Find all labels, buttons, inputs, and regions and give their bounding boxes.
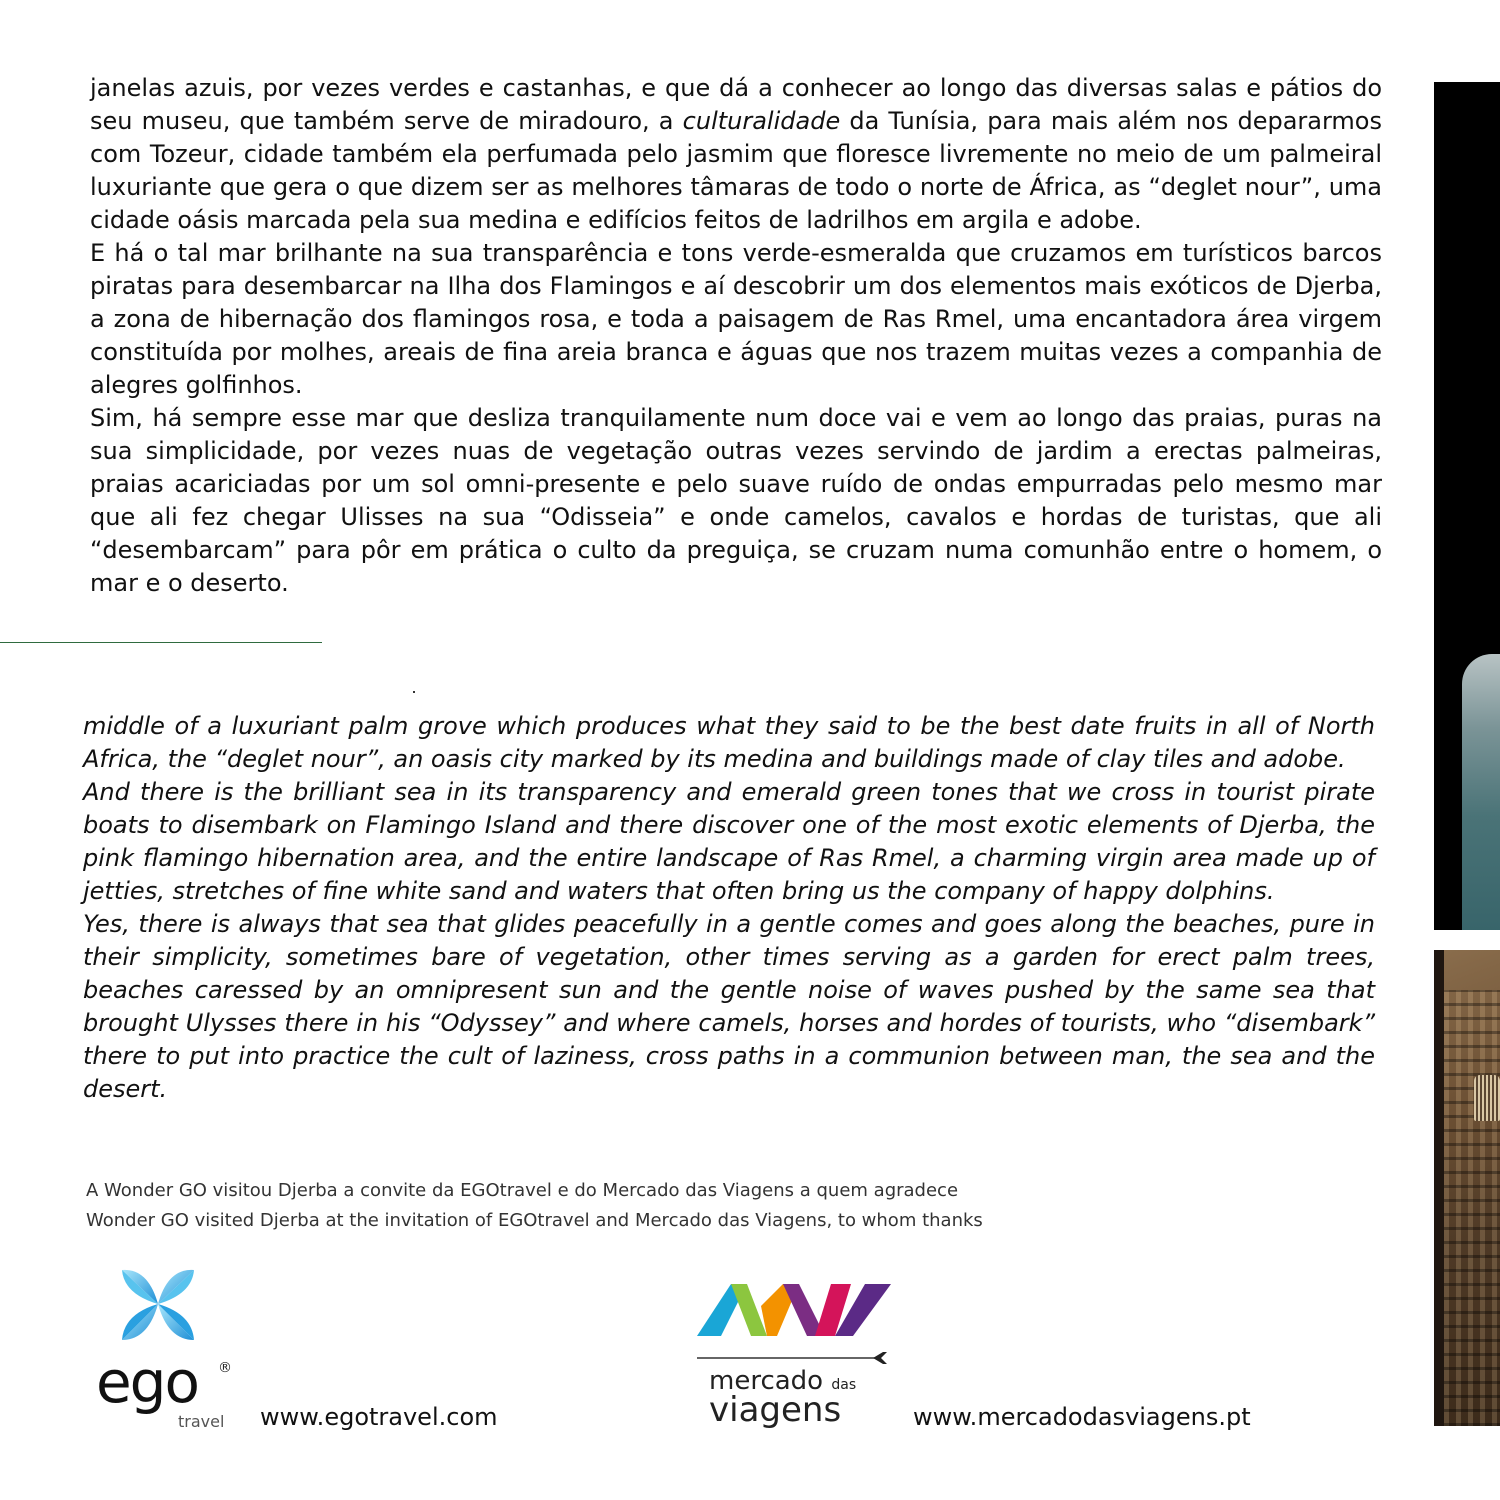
english-article-text bbox=[83, 710, 1375, 1106]
photo-sea-window bbox=[1434, 82, 1500, 930]
lantern bbox=[1474, 1075, 1500, 1121]
sea-view bbox=[1462, 654, 1500, 930]
pt-paragraph-1: janelas azuis, por vezes verdes e castanhas, e que dá a conhecer ao longo das diversas salas e pátios do seu museu, que também serve de miradouro, a culturalidade da Tunísia, para mais além nos depararmos com Tozeur, cidade também ela perfumada pelo jasmim que floresce livremente no meio de um palmeiral luxuriante que gera o que dizem ser as melhores tâmaras de todo o norte de África, as “deglet nour”, uma cidade oásis marcada pela sua medina e edifícios feitos de ladrilhos em argila e adobe. bbox=[90, 74, 1382, 234]
pt-paragraph-2: E há o tal mar brilhante na sua transparência e tons verde-esmeralda que cruzamos em turísticos barcos piratas para desembarcar na Ilha dos Flamingos e aí descobrir um dos elementos mais exóticos de Djerba, a zona de hibernação dos flamingos rosa, e toda a paisagem de Ras Rmel, uma encantadora área virgem constituída por molhes, areais de fina areia branca e águas que nos trazem muitas vezes a companhia de alegres golfinhos. bbox=[90, 239, 1382, 399]
divider-line bbox=[0, 642, 322, 643]
stray-dot bbox=[413, 691, 415, 693]
viagens-word: viagens bbox=[709, 1390, 842, 1430]
ego-butterfly-icon bbox=[118, 1264, 198, 1344]
ego-travel-logo bbox=[96, 1264, 246, 1434]
portuguese-article-text bbox=[90, 72, 1382, 600]
acknowledgement-pt: A Wonder GO visitou Djerba a convite da EGOtravel e do Mercado das Viagens a quem agradece bbox=[86, 1180, 959, 1201]
acknowledgement-en: Wonder GO visited Djerba at the invitation of EGOtravel and Mercado das Viagens, to whom thanks bbox=[86, 1210, 983, 1231]
mercado-website-link[interactable]: www.mercadodasviagens.pt bbox=[913, 1403, 1251, 1431]
ego-subtitle: travel bbox=[178, 1412, 225, 1431]
en-paragraph-3: Yes, there is always that sea that glides peacefully in a gentle comes and goes along the beaches, pure in their simplicity, sometimes bare of vegetation, other times serving as a garden for erect palm trees, beaches caressed by an omnipresent sun and the gentle noise of waves pushed by the same sea that brought Ulysses there in his “Odyssey” and where camels, horses and hordes of tourists, who “disembark” there to put into practice the cult of laziness, cross paths in a communion between man, the sea and the desert. bbox=[83, 910, 1375, 1103]
photo-shadow-edge bbox=[1434, 950, 1444, 1426]
mercado-word: mercado das bbox=[709, 1366, 857, 1396]
das-word: das bbox=[831, 1377, 857, 1393]
en-paragraph-2: And there is the brilliant sea in its transparency and emerald green tones that we cross in tourist pirate boats to disembark on Flamingo Island and there discover one of the most exotic elements of Djerba, the pink flamingo hibernation area, and the entire landscape of Ras Rmel, a charming virgin area made up of jetties, stretches of fine white sand and waters that often bring us the company of happy dolphins. bbox=[83, 778, 1375, 905]
en-paragraph-1: middle of a luxuriant palm grove which produces what they said to be the best date fruits in all of North Africa, the “deglet nour”, an oasis city marked by its medina and buildings made of clay tiles and adobe. bbox=[83, 712, 1375, 773]
brick-texture bbox=[1444, 990, 1500, 1426]
mv-mark-icon bbox=[695, 1278, 895, 1378]
mercado-das-viagens-logo bbox=[695, 1278, 895, 1448]
ego-website-link[interactable]: www.egotravel.com bbox=[260, 1403, 498, 1431]
pt-emphasis: culturalidade bbox=[682, 107, 841, 135]
registered-mark: ® bbox=[218, 1360, 232, 1376]
ego-wordmark: ego bbox=[96, 1348, 198, 1416]
photo-brick-wall bbox=[1434, 950, 1500, 1426]
acknowledgement bbox=[86, 1176, 1186, 1236]
pt-paragraph-3: Sim, há sempre esse mar que desliza tranquilamente num doce vai e vem ao longo das praias, puras na sua simplicidade, por vezes nuas de vegetação outras vezes servindo de jardim a erectas palmeiras, praias acariciadas por um sol omni-presente e pelo suave ruído de ondas empurradas pelo mesmo mar que ali fez chegar Ulisses na sua “Odisseia” e onde camelos, cavalos e hordas de turistas, que ali “desembarcam” para pôr em prática o culto da preguiça, se cruzam numa comunhão entre o homem, o mar e o deserto. bbox=[90, 404, 1382, 597]
